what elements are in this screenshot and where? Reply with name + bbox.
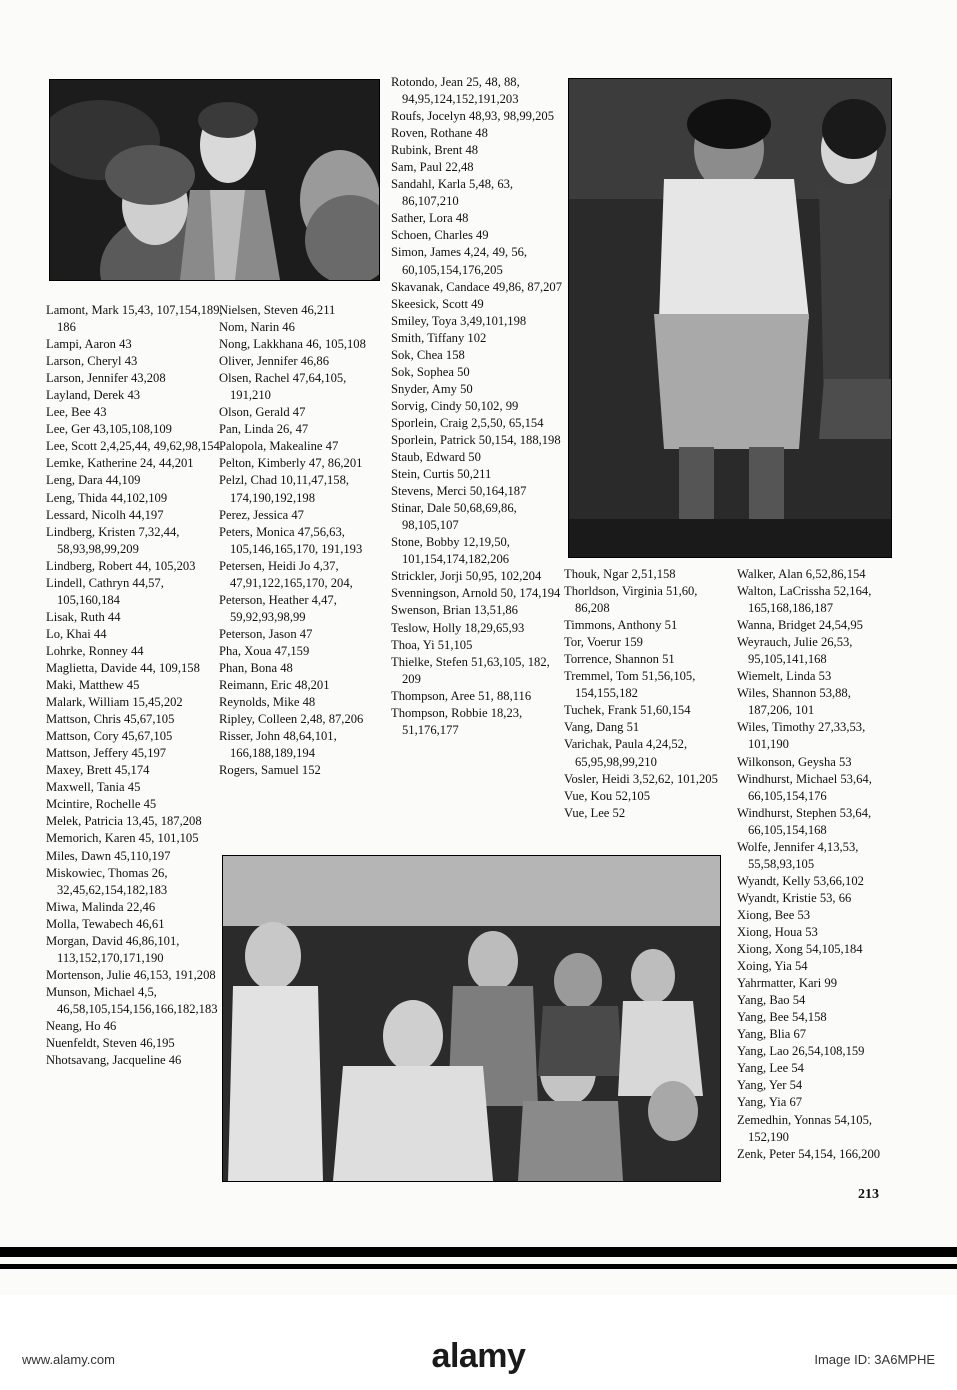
index-entry: Thouk, Ngar 2,51,158	[564, 567, 676, 581]
index-entry: Yang, Lao 26,54,108,159	[737, 1044, 865, 1059]
index-entry: Phan, Bona 48	[219, 660, 293, 675]
index-entry: Lee, Bee 43	[46, 405, 107, 420]
index-entry: Teslow, Holly 18,29,65,93	[391, 620, 525, 635]
index-entry: Wiles, Timothy 27,33,53, 101,190	[737, 720, 866, 752]
index-entry: Miskowiec, Thomas 26, 32,45,62,154,182,183	[46, 865, 168, 897]
index-entry: Skavanak, Candace 49,86, 87,207	[391, 279, 563, 294]
index-entry: Svenningson, Arnold 50, 174,194	[391, 586, 561, 601]
index-entry: Mcintire, Rochelle 45	[46, 797, 157, 812]
index-entry: Lessard, Nicolh 44,197	[46, 507, 164, 522]
index-entry: Wolfe, Jennifer 4,13,53, 55,58,93,105	[737, 839, 859, 871]
index-entry: Maxwell, Tania 45	[46, 780, 141, 795]
index-entry: Pelton, Kimberly 47, 86,201	[219, 456, 363, 471]
index-entry: Windhurst, Michael 53,64, 66,105,154,176	[737, 771, 872, 803]
index-entry: Ripley, Colleen 2,48, 87,206	[219, 712, 364, 727]
index-entry: Pha, Xoua 47,159	[219, 643, 310, 658]
index-column-1	[46, 302, 224, 1069]
index-entry: Skeesick, Scott 49	[391, 296, 484, 311]
index-entry: Lohrke, Ronney 44	[46, 643, 144, 658]
index-entry: Lemke, Katherine 24, 44,201	[46, 456, 194, 471]
index-entry: Leng, Thida 44,102,109	[46, 490, 168, 505]
index-entry: Malark, William 15,45,202	[46, 695, 183, 710]
index-entry: Miwa, Malinda 22,46	[46, 899, 156, 914]
index-entry: Lee, Scott 2,4,25,44, 49,62,98,154	[46, 439, 220, 454]
index-entry: Wyandt, Kelly 53,66,102	[737, 873, 864, 888]
index-entry: Memorich, Karen 45, 101,105	[46, 831, 199, 846]
index-entry: Roufs, Jocelyn 48,93, 98,99,205	[391, 109, 555, 124]
index-entry: Strickler, Jorji 50,95, 102,204	[391, 569, 542, 584]
index-entry: Sporlein, Craig 2,5,50, 65,154	[391, 415, 544, 430]
index-entry: Neang, Ho 46	[46, 1018, 117, 1033]
footer-url: www.alamy.com	[22, 1352, 115, 1367]
index-entry: Peters, Monica 47,56,63, 105,146,165,170, 191,193	[219, 524, 363, 556]
index-entry: Schoen, Charles 49	[391, 228, 489, 243]
index-entry: Layland, Derek 43	[46, 388, 141, 403]
index-entry: Peterson, Jason 47	[219, 626, 313, 641]
index-entry: Lamont, Mark 15,43, 107,154,189, 186	[46, 303, 223, 335]
index-entry: Varichak, Paula 4,24,52, 65,95,98,99,210	[564, 737, 688, 769]
index-entry: Melek, Patricia 13,45, 187,208	[46, 814, 202, 829]
index-entry: Maglietta, Davide 44, 109,158	[46, 660, 200, 675]
index-entry: Zenk, Peter 54,154, 166,200	[737, 1146, 881, 1161]
girls-dancing-photo	[568, 78, 892, 558]
index-entry: Perez, Jessica 47	[219, 507, 304, 522]
index-entry: Windhurst, Stephen 53,64, 66,105,154,168	[737, 805, 872, 837]
index-entry: Maki, Matthew 45	[46, 678, 140, 693]
index-entry: Lampi, Aaron 43	[46, 337, 132, 352]
index-entry: Lisak, Ruth 44	[46, 609, 121, 624]
index-entry: Lee, Ger 43,105,108,109	[46, 422, 172, 437]
index-entry: Yang, Blia 67	[737, 1027, 807, 1042]
index-entry: Stinar, Dale 50,68,69,86, 98,105,107	[391, 501, 517, 533]
index-entry: Lo, Khai 44	[46, 626, 107, 641]
index-entry: Sporlein, Patrick 50,154, 188,198	[391, 432, 561, 447]
index-entry: Swenson, Brian 13,51,86	[391, 603, 518, 618]
index-entry: Sok, Sophea 50	[391, 364, 470, 379]
index-entry: Mattson, Chris 45,67,105	[46, 712, 175, 727]
index-entry: Thoa, Yi 51,105	[391, 637, 473, 652]
index-entry: Rotondo, Jean 25, 48, 88, 94,95,124,152,191,203	[391, 75, 520, 107]
index-entry: Lindberg, Robert 44, 105,203	[46, 558, 196, 573]
index-entry: Xoing, Yia 54	[737, 959, 808, 974]
index-entry: Miles, Dawn 45,110,197	[46, 848, 171, 863]
index-entry: Weyrauch, Julie 26,53, 95,105,141,168	[737, 635, 853, 667]
index-entry: Vang, Dang 51	[564, 720, 640, 735]
index-entry: Nom, Narin 46	[219, 320, 295, 335]
index-entry: Snyder, Amy 50	[391, 381, 473, 396]
index-entry: Smith, Tiffany 102	[391, 330, 487, 345]
index-entry: Sorvig, Cindy 50,102, 99	[391, 398, 519, 413]
image-id: Image ID: 3A6MPHE	[814, 1352, 935, 1367]
index-entry: Nhotsavang, Jacqueline 46	[46, 1053, 182, 1068]
index-entry: Thielke, Stefen 51,63,105, 182, 209	[391, 654, 550, 686]
index-entry: Pan, Linda 26, 47	[219, 422, 309, 437]
index-entry: Yahrmatter, Kari 99	[737, 976, 837, 991]
bottom-rule-thin	[0, 1264, 957, 1269]
index-entry: Tor, Voerur 159	[564, 635, 643, 650]
index-entry: Walton, LaCrissha 52,164, 165,168,186,187	[737, 584, 872, 616]
index-entry: Zemedhin, Yonnas 54,105, 152,190	[737, 1112, 873, 1144]
index-entry: Oliver, Jennifer 46,86	[219, 354, 330, 369]
index-entry: Xiong, Xong 54,105,184	[737, 942, 863, 957]
index-entry: Sok, Chea 158	[391, 347, 465, 362]
index-entry: Stevens, Merci 50,164,187	[391, 484, 527, 499]
index-entry: Munson, Michael 4,5, 46,58,105,154,156,166,182,183	[46, 984, 218, 1016]
watermark-footer	[0, 1295, 957, 1390]
index-entry: Thorldson, Virginia 51,60, 86,208	[564, 584, 698, 616]
crowd-cheering-photo	[222, 855, 721, 1182]
index-entry: Roven, Rothane 48	[391, 126, 488, 141]
index-entry: Reynolds, Mike 48	[219, 695, 316, 710]
index-entry: Petersen, Heidi Jo 4,37, 47,91,122,165,170, 204,	[219, 558, 353, 590]
index-entry: Lindell, Cathryn 44,57, 105,160,184	[46, 575, 164, 607]
index-entry: Wilkonson, Geysha 53	[737, 754, 852, 769]
index-entry: Xiong, Bee 53	[737, 907, 811, 922]
index-entry: Thompson, Robbie 18,23, 51,176,177	[391, 705, 523, 737]
index-entry: Peterson, Heather 4,47, 59,92,93,98,99	[219, 592, 337, 624]
index-entry: Larson, Cheryl 43	[46, 354, 138, 369]
index-entry: Tuchek, Frank 51,60,154	[564, 703, 691, 718]
index-entry: Yang, Yer 54	[737, 1078, 803, 1093]
index-entry: Mattson, Jeffery 45,197	[46, 746, 167, 761]
index-entry: Stein, Curtis 50,211	[391, 467, 492, 482]
index-entry: Yang, Bao 54	[737, 993, 806, 1008]
index-entry: Sather, Lora 48	[391, 211, 469, 226]
index-entry: Simon, James 4,24, 49, 56, 60,105,154,176,205	[391, 245, 528, 277]
index-column-2	[219, 302, 379, 779]
index-entry: Nielsen, Steven 46,211	[219, 303, 336, 317]
index-column-5	[737, 566, 897, 1163]
index-entry: Vue, Lee 52	[564, 805, 626, 820]
index-entry: Olson, Gerald 47	[219, 405, 306, 420]
index-entry: Yang, Yia 67	[737, 1095, 803, 1110]
index-entry: Mortenson, Julie 46,153, 191,208	[46, 967, 216, 982]
index-entry: Yang, Lee 54	[737, 1061, 804, 1076]
brand-logo: alamy	[431, 1337, 526, 1375]
index-entry: Vosler, Heidi 3,52,62, 101,205	[564, 771, 718, 786]
index-entry: Stone, Bobby 12,19,50, 101,154,174,182,206	[391, 535, 510, 567]
index-entry: Sandahl, Karla 5,48, 63, 86,107,210	[391, 177, 514, 209]
index-entry: Reimann, Eric 48,201	[219, 678, 330, 693]
index-entry: Staub, Edward 50	[391, 450, 481, 465]
index-entry: Walker, Alan 6,52,86,154	[737, 567, 866, 581]
index-entry: Rogers, Samuel 152	[219, 763, 321, 778]
index-entry: Larson, Jennifer 43,208	[46, 371, 166, 386]
index-entry: Risser, John 48,64,101, 166,188,189,194	[219, 729, 337, 761]
index-entry: Nong, Lakkhana 46, 105,108	[219, 337, 366, 352]
index-entry: Smiley, Toya 3,49,101,198	[391, 313, 527, 328]
index-entry: Pelzl, Chad 10,11,47,158, 174,190,192,198	[219, 473, 350, 505]
bottom-rule-thick	[0, 1247, 957, 1257]
index-entry: Morgan, David 46,86,101, 113,152,170,171,190	[46, 933, 180, 965]
couple-dancing-photo	[49, 79, 380, 281]
index-entry: Xiong, Houa 53	[737, 924, 818, 939]
index-entry: Torrence, Shannon 51	[564, 652, 675, 667]
index-entry: Mattson, Cory 45,67,105	[46, 729, 173, 744]
index-entry: Tremmel, Tom 51,56,105, 154,155,182	[564, 669, 696, 701]
index-entry: Timmons, Anthony 51	[564, 618, 678, 633]
index-entry: Olsen, Rachel 47,64,105, 191,210	[219, 371, 347, 403]
index-entry: Palopola, Makealine 47	[219, 439, 339, 454]
page-number: 213	[858, 1187, 879, 1202]
index-entry: Nuenfeldt, Steven 46,195	[46, 1036, 175, 1051]
index-column-3	[391, 74, 563, 739]
index-entry: Wyandt, Kristie 53, 66	[737, 890, 852, 905]
index-entry: Yang, Bee 54,158	[737, 1010, 827, 1025]
index-entry: Rubink, Brent 48	[391, 143, 479, 158]
index-entry: Wiemelt, Linda 53	[737, 669, 832, 684]
index-entry: Vue, Kou 52,105	[564, 788, 650, 803]
index-column-4	[564, 566, 724, 822]
index-entry: Thompson, Aree 51, 88,116	[391, 688, 532, 703]
index-entry: Sam, Paul 22,48	[391, 160, 474, 175]
index-entry: Wanna, Bridget 24,54,95	[737, 618, 863, 633]
index-entry: Wiles, Shannon 53,88, 187,206, 101	[737, 686, 851, 718]
index-entry: Lindberg, Kristen 7,32,44, 58,93,98,99,209	[46, 524, 180, 556]
index-entry: Leng, Dara 44,109	[46, 473, 141, 488]
index-entry: Maxey, Brett 45,174	[46, 763, 150, 778]
index-entry: Molla, Tewabech 46,61	[46, 916, 165, 931]
